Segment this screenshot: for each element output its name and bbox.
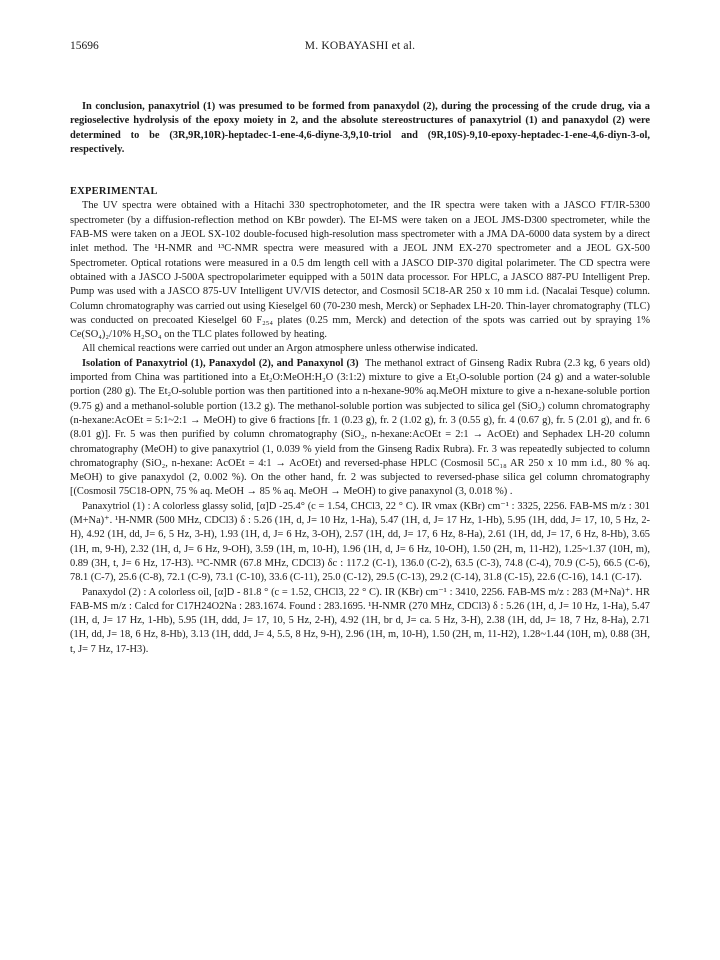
conclusion-paragraph: In conclusion, panaxytriol (1) was presumed to be formed from panaxydol (2), during the processing of the crude drug, via a regioselective hydrolysis of the epoxy moiety in 2, and the absolute stereostructures of panaxytriol (1) and panaxydol (2) were determined to be (3R,9R,10R)-heptadec-1-ene-4,6-diyne-3,9,10-triol and (9R,10S)-9,10-epoxy-heptadec-1-ene-4,6-diyn-3-ol, respectively. (70, 101, 650, 155)
article-body (70, 100, 650, 657)
section-title-experimental: EXPERIMENTAL (70, 186, 158, 198)
running-head: M. KOBAYASHI et al. (304, 40, 416, 52)
isolation-body: The methanol extract of Ginseng Radix Rubra (2.3 kg, 6 years old) imported from China was partitioned into a Et₂O:MeOH:H₂O (3:1:2) mixture to give a Et₂O-soluble portion (24 g) and a water-soluble portion (280 g). The Et₂O-soluble portion was then partitioned into a n-hexane-90% aq.MeOH mixture to give a n-hexane-soluble portion (9.75 g) and a methanol-soluble portion (13.2 g). The methanol-soluble portion was subjected to silica gel (SiO₂) column chromatography (n-hexane:AcOEt = 5:1~2:1 → MeOH) to give 6 fractions [fr. 1 (0.23 g), fr. 2 (1.02 g), fr. 3 (0.55 g), fr. 4 (0.67 g), fr. 5 (2.01 g), and fr. 6 (8.01 g)]. Fr. 5 was then purified by column chromatography (SiO₂, n-hexane:AcOEt = 2:1 → AcOEt) and Sephadex LH-20 column chromatography (MeOH) to give panaxytriol (1, 0.039 % yield from the Ginseng Radix Rubra). Fr. 3 was repeatedly subjected to column chromatography (SiO₂, n-hexane: AcOEt = 4:1 → AcOEt) and reversed-phase HPLC (Cosmosil 5C₁₈ AR 250 x 10 mm i.d., 80 % aq. MeOH) to give panaxydol (2, 0.002 %). On the other hand, fr. 2 was subjected to reversed-phase silica gel column chromatography [(Cosmosil 75C18-OPN, 75 % aq. MeOH → 85 % aq. MeOH → MeOH) to give panaxynol (3, 0.018 %) . (70, 357, 650, 498)
isolation-paragraph (70, 357, 650, 500)
panaxytriol-data-paragraph: Panaxytriol (1) : A colorless glassy solid, [α]D -25.4° (c = 1.54, CHCl3, 22 ° C). IR νmax (KBr) cm⁻¹ : 3325, 2256. FAB-MS m/z : 301 (M+Na)⁺. ¹H-NMR (500 MHz, CDCl3) δ : 5.26 (1H, d, J= 10 Hz, 1-Ha), 5.47 (1H, d, J= 17 Hz, 1-Hb), 5.95 (1H, ddd, J= 17, 10, 5 Hz, 2-H), 4.92 (1H, dd, J= 6, 5 Hz, 3-H), 1.93 (1H, d, J= 6 Hz, 3-OH), 2.57 (1H, dd, J= 17, 6 Hz, 8-Ha), 2.61 (1H, dd, J= 17, 6 Hz, 8-Hb), 3.65 (1H, m, 9-H), 2.32 (1H, d, J= 6 Hz, 9-OH), 3.59 (1H, m, 10-H), 1.96 (1H, d, J= 6 Hz, 10-OH), 1.50 (2H, m, 11-H2), 1.25~1.37 (10H, m), 0.89 (3H, t, J= 6 Hz, 17-H3). ¹³C-NMR (67.8 MHz, CDCl3) δc : 117.2 (C-1), 136.0 (C-2), 63.5 (C-3), 74.8 (C-4), 70.9 (C-5), 66.5 (C-6), 78.1 (C-7), 25.6 (C-8), 72.1 (C-9), 73.1 (C-10), 33.6 (C-11), 25.0 (C-12), 29.5 (C-13), 29.2 (C-14), 31.8 (C-15), 22.6 (C-16), 14.1 (C-17). (70, 500, 650, 584)
isolation-heading: Isolation of Panaxytriol (1), Panaxydol (2), and Panaxynol (3) (82, 357, 359, 369)
page-header (70, 40, 650, 56)
argon-paragraph: All chemical reactions were carried out under an Argon atmosphere unless otherwise indicated. (82, 343, 478, 355)
panaxydol-data-paragraph: Panaxydol (2) : A colorless oil, [α]D - 81.8 ° (c = 1.52, CHCl3, 22 ° C). IR (KBr) cm⁻¹ : 3410, 2256. FAB-MS m/z : 283 (M+Na)⁺. HR FAB-MS m/z : Calcd for C17H24O2Na : 283.1674. Found : 283.1695. ¹H-NMR (270 MHz, CDCl3) δ : 5.26 (1H, d, J= 10 Hz, 1-Ha), 5.47 (1H, d, J= 17 Hz, 1-Hb), 5.95 (1H, ddd, J= 17, 10, 5 Hz, 2-H), 4.92 (1H, br d, J= ca. 5 Hz, 3-H), 2.38 (1H, dd, J= 18, 7 Hz, 8-Ha), 2.71 (1H, dd, J= 18, 6 Hz, 8-Hb), 3.13 (1H, ddd, J= 4, 5.5, 8 Hz, 9-H), 2.96 (1H, m, 10-H), 1.50 (2H, m, 11-H2), 1.28~1.44 (10H, m), 0.88 (3H, t, J= 7 Hz, 17-H3). (70, 586, 650, 655)
instruments-paragraph: The UV spectra were obtained with a Hitachi 330 spectrophotometer, and the IR spectra were taken with a JASCO FT/IR-5300 spectrometer (by a diffusion-reflection method on KBr powder). The EI-MS were taken on a JEOL JMS-D300 spectrometer, while the FAB-MS were taken on a JEOL SX-102 double-focused high-resolution mass spectrometer with a JMA DA-6000 data system by a direct inlet method. The ¹H-NMR and ¹³C-NMR spectra were measured with a JEOL JNM EX-270 spectrometer and a JEOL GX-500 Spectrometer. Optical rotations were measured in a 0.5 dm length cell with a JASCO DIP-370 digital polarimeter. The CD spectra were obtained with a JASCO J-500A spectropolarimeter equipped with a 501N data processor. For HPLC, a JASCO 887-PU Intelligent Prep. Pump was used with a JASCO 875-UV Intelligent UV/VIS detector, and Cosmosil 5C18-AR 250 x 10 mm i.d. (Nacalai Tesque) column. Column chromatography was carried out using Kieselgel 60 (70-230 mesh, Merck) or Sephadex LH-20. Thin-layer chromatography (TLC) was conducted on precoated Kieselgel 60 F₂₅₄ plates (0.25 mm, Merck) and detection of the spots was carried out by spraying 1% Ce(SO₄)₂/10% H₂SO₄ on the TLC plates followed by heating. (70, 200, 650, 341)
page-number: 15696 (70, 40, 99, 52)
